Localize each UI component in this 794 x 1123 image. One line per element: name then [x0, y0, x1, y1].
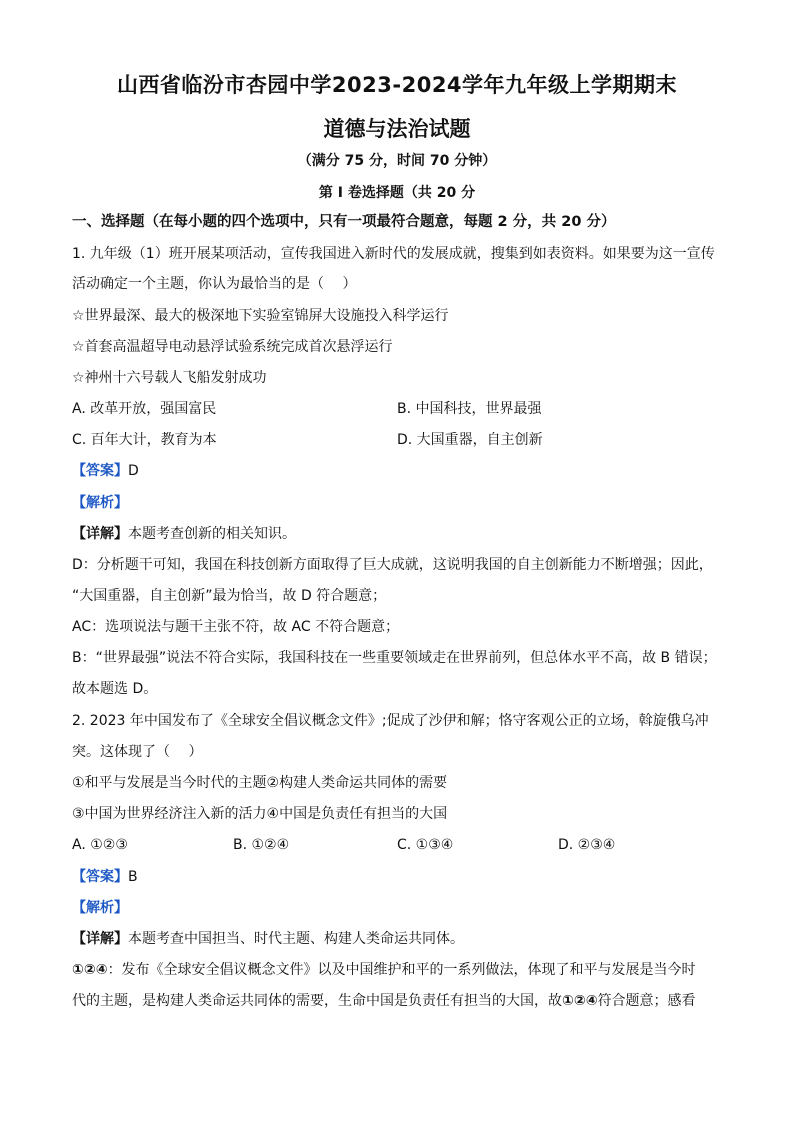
q2-stem-line1: 2. 2023 年中国发布了《全球安全倡议概念文件》;促成了沙伊和解；恪守客观公正的立场，斡旋俄乌冲 — [72, 713, 709, 729]
q2-explain-post: 符合题意；感看 — [597, 993, 696, 1009]
q2-answer-value: B — [128, 869, 138, 885]
q2-explain-line2 — [72, 991, 732, 1011]
q2-marks: ①②④ — [72, 962, 108, 978]
section-heading: 一、选择题（在每小题的四个选项中，只有一项最符合题意，每题 2 分，共 20 分） — [72, 214, 616, 230]
q2-answer — [72, 867, 732, 887]
q2-marks-2: ①②④ — [562, 993, 598, 1009]
q2-detail-intro: 本题考查中国担当、时代主题、构建人类命运共同体。 — [128, 931, 464, 947]
q2-items-line1: ①和平与发展是当今时代的主题②构建人类命运共同体的需要 — [72, 775, 448, 791]
q2-stem-line2: 突。这体现了（ ） — [72, 744, 203, 760]
q2-explain-rest: ：发布《全球安全倡议概念文件》以及中国维护和平的一系列做法，体现了和平与发展是当今时 — [107, 962, 696, 978]
q1-detail-intro: 本题考查创新的相关知识。 — [128, 526, 296, 542]
q2-option-c: C. ①③④ — [397, 837, 454, 853]
q1-analysis — [72, 493, 732, 513]
analysis-tag: 【解析】 — [72, 900, 128, 916]
q1-stem-line1: 1. 九年级（1）班开展某项活动，宣传我国进入新时代的发展成就，搜集到如表资料。如果要为这一宣传 — [72, 246, 715, 262]
q1-option-c: C. 百年大计，教育为本 — [72, 432, 217, 448]
q1-explain-b: B：“世界最强”说法不符合实际，我国科技在一些重要领域走在世界前列，但总体水平不高，故 B 错误； — [72, 650, 717, 666]
q2-option-d: D. ②③④ — [558, 837, 616, 853]
q1-option-a: A. 改革开放，强国富民 — [72, 401, 217, 417]
detail-tag: 【详解】 — [72, 931, 128, 947]
volume-heading: 第 I 卷选择题（共 20 分 — [318, 185, 476, 201]
q1-explain-ac: AC：选项说法与题干主张不符，故 AC 不符合题意； — [72, 619, 400, 635]
q1-stem-line2: 活动确定一个主题，你认为最恰当的是（ ） — [72, 276, 357, 292]
q1-material-2: ☆首套高温超导电动悬浮试验系统完成首次悬浮运行 — [72, 339, 393, 355]
q1-option-d: D. 大国重器，自主创新 — [397, 432, 543, 448]
q2-detail — [72, 929, 732, 949]
q2-option-b: B. ①②④ — [233, 837, 290, 853]
q1-answer — [72, 461, 732, 481]
q1-material-1: ☆世界最深、最大的极深地下实验室锦屏大设施投入科学运行 — [72, 308, 449, 324]
answer-tag: 【答案】 — [72, 463, 128, 479]
q2-explain-pre: 代的主题，是构建人类命运共同体的需要，生命中国是负责任有担当的大国，故 — [72, 993, 562, 1009]
q2-explain-line1 — [72, 960, 732, 980]
q2-items-line2: ③中国为世界经济注入新的活力④中国是负责任有担当的大国 — [72, 806, 448, 822]
q1-answer-value: D — [128, 463, 139, 479]
answer-tag: 【答案】 — [72, 869, 128, 885]
q1-explain-d1: D：分析题干可知，我国在科技创新方面取得了巨大成就，这说明我国的自主创新能力不断增强；因此， — [72, 557, 713, 573]
q1-conclusion: 故本题选 D。 — [72, 681, 158, 697]
exam-subject: 道德与法治试题 — [323, 117, 471, 141]
detail-tag: 【详解】 — [72, 526, 128, 542]
q2-analysis — [72, 898, 732, 918]
analysis-tag: 【解析】 — [72, 495, 128, 511]
q1-detail — [72, 524, 732, 544]
q2-option-a: A. ①②③ — [72, 837, 128, 853]
exam-title: 山西省临汾市杏园中学2023-2024学年九年级上学期期末 — [116, 73, 678, 97]
score-time: （满分 75 分，时间 70 分钟） — [297, 153, 497, 169]
q1-material-3: ☆神州十六号载人飞船发射成功 — [72, 370, 267, 386]
q1-explain-d2: “大国重器，自主创新”最为恰当，故 D 符合题意； — [72, 588, 387, 604]
q1-option-b: B. 中国科技，世界最强 — [397, 401, 542, 417]
